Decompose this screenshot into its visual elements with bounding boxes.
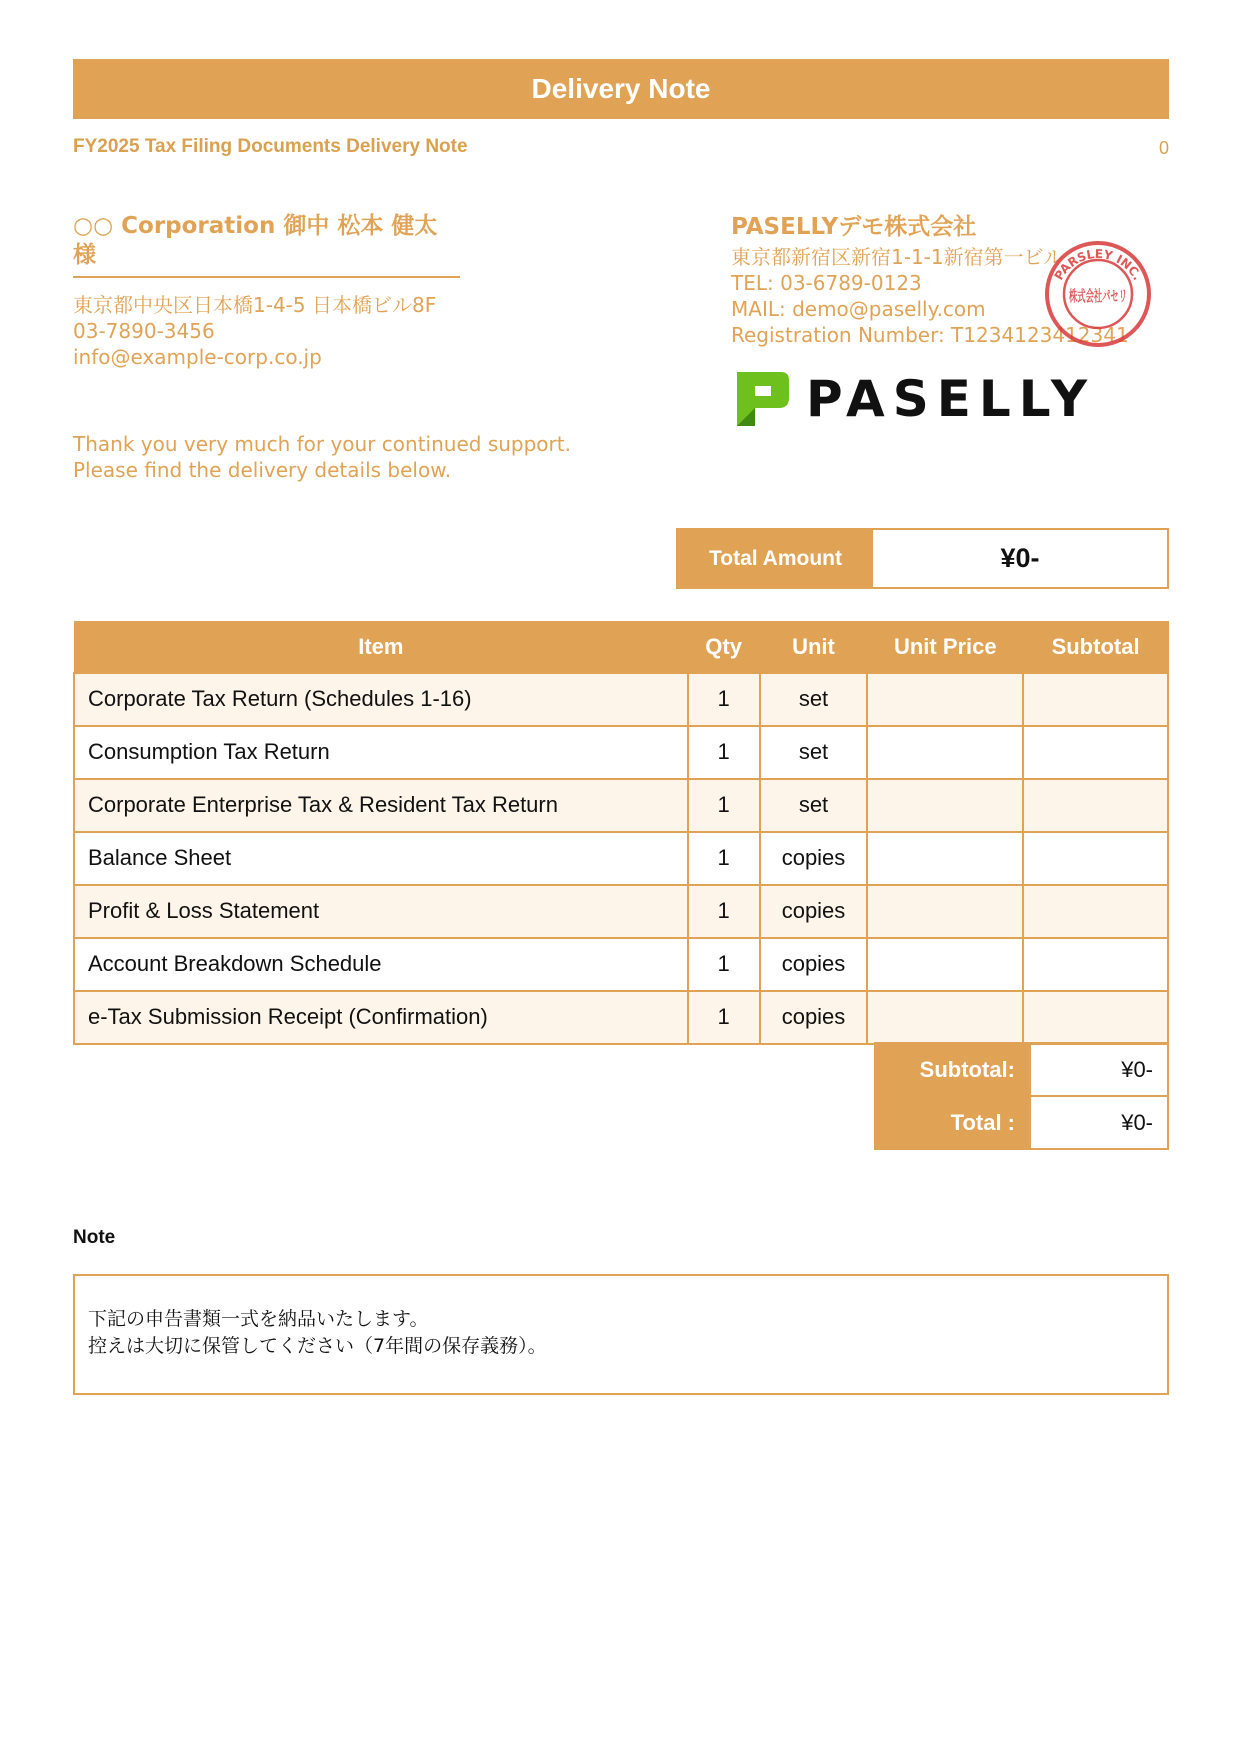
cell-item: Corporate Enterprise Tax & Resident Tax Return <box>74 779 688 832</box>
greeting-line-2: Please find the delivery details below. <box>73 458 452 482</box>
cell-unit-price <box>867 832 1023 885</box>
table-row <box>74 832 1168 885</box>
cell-item: Account Breakdown Schedule <box>74 938 688 991</box>
client-info <box>73 292 460 370</box>
company-tel: TEL: 03-6789-0123 <box>731 271 922 295</box>
cell-unit: copies <box>760 938 868 991</box>
total-value: ¥0- <box>1030 1096 1168 1149</box>
client-name: ○○ Corporation 御中 松本 健太 様 <box>73 212 460 278</box>
total-row <box>875 1096 1168 1149</box>
cell-unit-price <box>867 673 1023 726</box>
table-row <box>74 726 1168 779</box>
table-row <box>74 779 1168 832</box>
cell-unit-price <box>867 726 1023 779</box>
total-amount-label: Total Amount <box>678 530 873 587</box>
document-number: 0 <box>1158 138 1169 158</box>
items-header-row <box>74 622 1168 673</box>
summary-table <box>874 1042 1169 1150</box>
cell-item: Corporate Tax Return (Schedules 1-16) <box>74 673 688 726</box>
header-unit: Unit <box>760 622 868 673</box>
cell-qty: 1 <box>688 991 760 1044</box>
company-mail: MAIL: demo@paselly.com <box>731 297 986 321</box>
cell-unit-price <box>867 991 1023 1044</box>
cell-unit-price <box>867 885 1023 938</box>
note-box <box>73 1274 1169 1395</box>
header-unit-price: Unit Price <box>867 622 1023 673</box>
note-line-1: 下記の申告書類一式を納品いたします。 <box>88 1308 429 1330</box>
company-registration: Registration Number: T1234123412341 <box>731 323 1129 347</box>
document-title: Delivery Note <box>73 59 1169 119</box>
cell-item: Profit & Loss Statement <box>74 885 688 938</box>
cell-subtotal <box>1023 726 1168 779</box>
greeting <box>73 431 571 483</box>
table-row <box>74 991 1168 1044</box>
header-qty: Qty <box>688 622 760 673</box>
header-subtotal: Subtotal <box>1023 622 1168 673</box>
cell-unit: set <box>760 673 868 726</box>
subtotal-value: ¥0- <box>1030 1043 1168 1096</box>
paselly-leaf-icon <box>731 368 793 430</box>
seal-text: PARSLEY INC. <box>1051 246 1145 283</box>
cell-subtotal <box>1023 779 1168 832</box>
total-amount-value: ¥0- <box>1000 543 1040 573</box>
cell-qty: 1 <box>688 832 760 885</box>
cell-unit: copies <box>760 885 868 938</box>
cell-subtotal <box>1023 938 1168 991</box>
greeting-line-1: Thank you very much for your continued support. <box>73 432 571 456</box>
cell-unit: set <box>760 779 868 832</box>
cell-item: Consumption Tax Return <box>74 726 688 779</box>
table-row <box>74 938 1168 991</box>
logo-text: PASELLY <box>806 370 1096 428</box>
client-email: info@example-corp.co.jp <box>73 345 322 369</box>
company-address: 東京都新宿区新宿1-1-1新宿第一ビル <box>731 245 1064 269</box>
cell-unit: set <box>760 726 868 779</box>
company-seal-icon <box>1043 239 1153 349</box>
cell-unit-price <box>867 779 1023 832</box>
cell-qty: 1 <box>688 885 760 938</box>
cell-unit: copies <box>760 832 868 885</box>
table-row <box>74 885 1168 938</box>
cell-subtotal <box>1023 991 1168 1044</box>
client-address: 東京都中央区日本橋1-4-5 日本橋ビル8F <box>73 293 437 317</box>
items-table <box>73 621 1169 1045</box>
cell-item: e-Tax Submission Receipt (Confirmation) <box>74 991 688 1044</box>
seal-glyphs: 株式会社パセリ <box>1068 287 1127 305</box>
cell-subtotal <box>1023 673 1168 726</box>
subtotal-row <box>875 1043 1168 1096</box>
subtotal-label: Subtotal: <box>875 1043 1030 1096</box>
document-subtitle: FY2025 Tax Filing Documents Delivery Note <box>73 136 468 157</box>
cell-qty: 1 <box>688 938 760 991</box>
company-logo <box>731 368 1096 430</box>
cell-item: Balance Sheet <box>74 832 688 885</box>
cell-qty: 1 <box>688 779 760 832</box>
cell-subtotal <box>1023 832 1168 885</box>
note-label: Note <box>73 1227 116 1248</box>
note-line-2: 控えは大切に保管してください（7年間の保存義務）。 <box>88 1335 547 1357</box>
client-tel: 03-7890-3456 <box>73 319 215 343</box>
total-label: Total : <box>875 1096 1030 1149</box>
cell-qty: 1 <box>688 673 760 726</box>
cell-unit: copies <box>760 991 868 1044</box>
company-name: PASELLYデモ株式会社 <box>731 214 977 240</box>
cell-qty: 1 <box>688 726 760 779</box>
header-item: Item <box>74 622 688 673</box>
total-amount-box <box>676 528 1169 589</box>
client-block <box>73 212 460 370</box>
cell-subtotal <box>1023 885 1168 938</box>
table-row <box>74 673 1168 726</box>
cell-unit-price <box>867 938 1023 991</box>
